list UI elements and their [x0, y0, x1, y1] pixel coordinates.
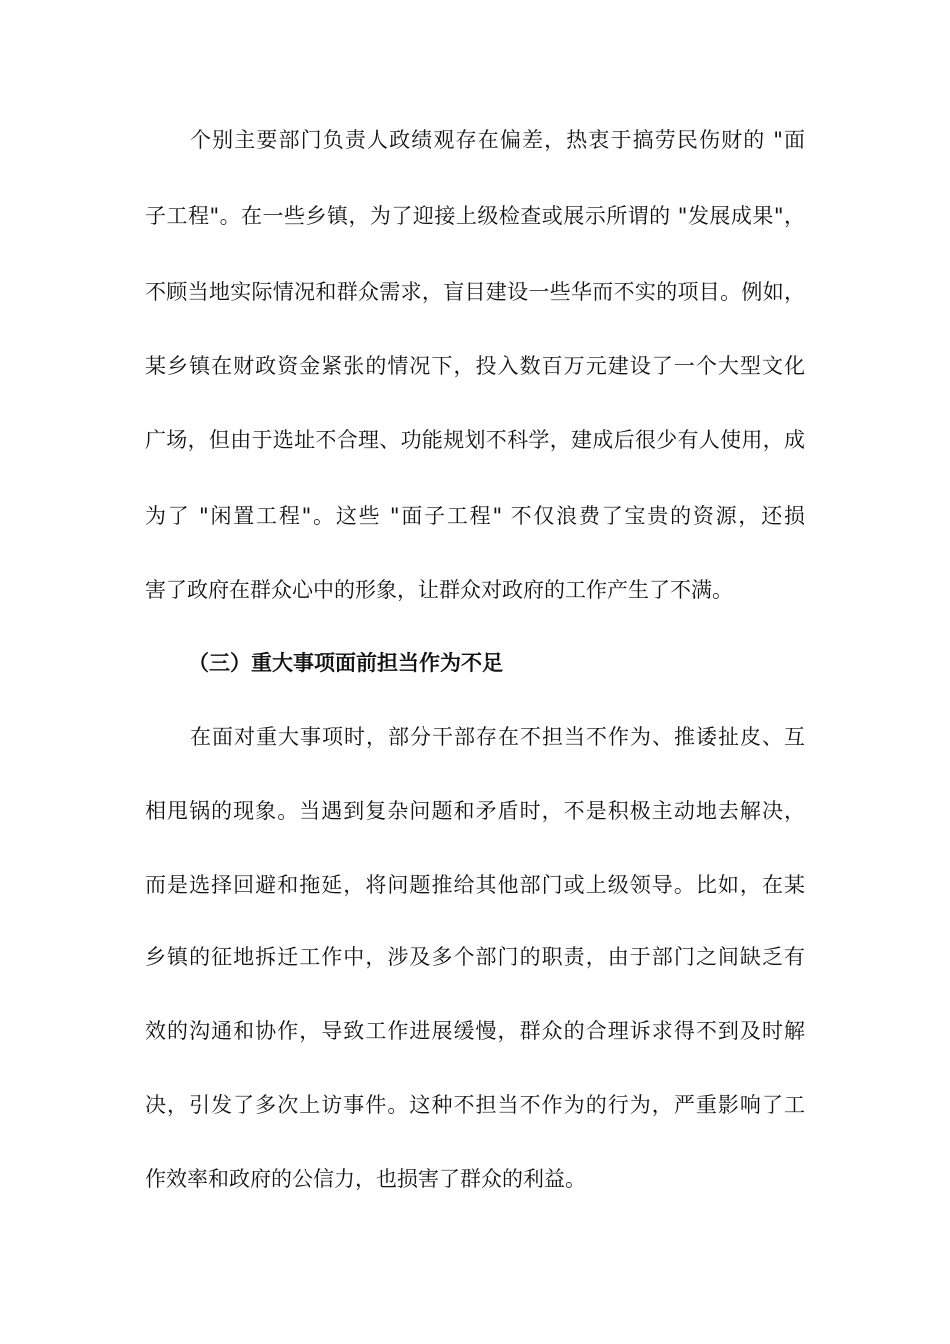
section-heading: （三）重大事项面前担当作为不足 — [188, 651, 503, 675]
text-line: 作效率和政府的公信力，也损害了群众的利益。 — [145, 1167, 586, 1191]
text-line: 乡镇的征地拆迁工作中，涉及多个部门的职责，由于部门之间缺乏有 — [145, 945, 805, 969]
text-line: 效的沟通和协作，导致工作进展缓慢，群众的合理诉求得不到及时解 — [145, 1019, 805, 1043]
text-line: 害了政府在群众心中的形象，让群众对政府的工作产生了不满。 — [145, 578, 733, 602]
text-line: 个别主要部门负责人政绩观存在偏差，热衷于搞劳民伤财的 "面 — [190, 128, 805, 152]
text-line: 而是选择回避和拖延，将问题推给其他部门或上级领导。比如，在某 — [145, 873, 805, 897]
text-line: 在面对重大事项时，部分干部存在不担当不作为、推诿扯皮、互 — [190, 725, 805, 749]
text-line: 某乡镇在财政资金紧张的情况下，投入数百万元建设了一个大型文化 — [145, 354, 805, 378]
text-line: 决，引发了多次上访事件。这种不担当不作为的行为，严重影响了工 — [145, 1093, 805, 1117]
text-line: 不顾当地实际情况和群众需求，盲目建设一些华而不实的项目。例如， — [145, 280, 805, 304]
text-line: 子工程"。在一些乡镇，为了迎接上级检查或展示所谓的 "发展成果"， — [145, 204, 805, 228]
text-line: 广场，但由于选址不合理、功能规划不科学，建成后很少有人使用，成 — [145, 428, 805, 452]
text-line: 为了 "闲置工程"。这些 "面子工程" 不仅浪费了宝贵的资源，还损 — [145, 504, 805, 528]
text-line: 相甩锅的现象。当遇到复杂问题和矛盾时，不是积极主动地去解决， — [145, 799, 805, 823]
